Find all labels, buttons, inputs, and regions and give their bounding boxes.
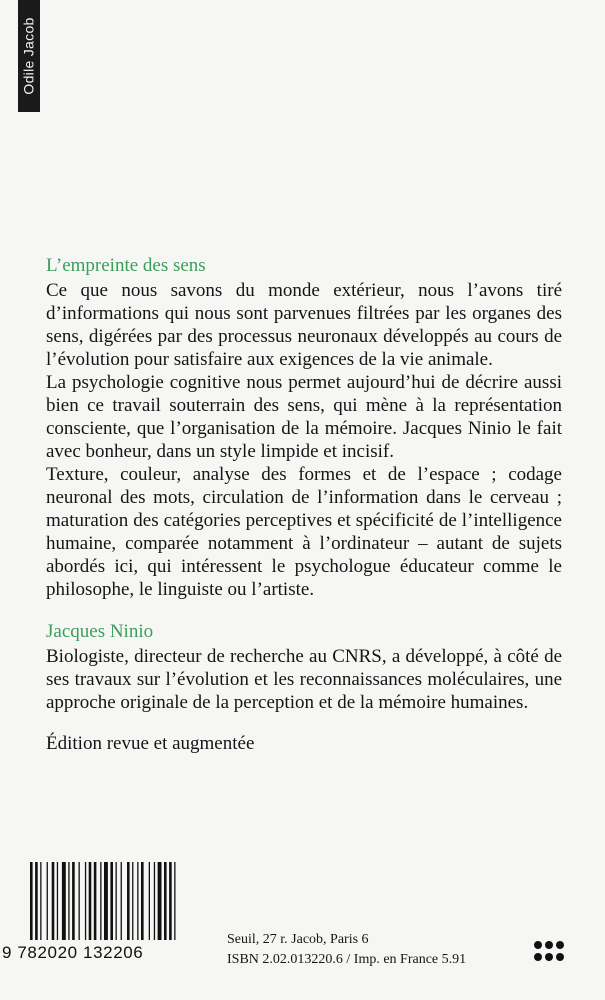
summary-paragraph-2: La psychologie cognitive nous permet aujourd’hui de décrire aussi bien ce travail souterrain des sens, qui mène à la représentation consciente, que l’organisation de la mémoire. Jacques Ninio le fait avec bonheur, dans un style limpide et incisif. [46,372,562,462]
publisher-address: Seuil, 27 r. Jacob, Paris 6 [227,932,369,947]
publisher-info [227,930,466,970]
author-bio: Biologiste, directeur de recherche au CNRS, a développé, à côté de ses travaux sur l’évolution et les reconnaissances moléculaires, une approche originale de la perception et de la mémoire humaines. [46,646,562,713]
summary-paragraph-1: Ce que nous savons du monde extérieur, nous l’avons tiré d’informations qui nous sont parvenues filtrées par les organes des sens, digérées par des processus neuronaux développés au cours de l’évolution pour satisfaire aux exigences de la vie animale. [46,280,562,370]
barcode-number: 9 782020 132206 [2,943,144,962]
author-name: Jacques Ninio [46,621,154,642]
book-title: L’empreinte des sens [46,255,206,276]
publisher-spine-tab [18,0,40,112]
summary-paragraph-3: Texture, couleur, analyse des formes et de l’espace ; codage neuronal des mots, circulation de l’information dans le cerveau ; maturation des catégories perceptives et spécificité de l’intelligence humaine, comparée notamment à l’ordinateur – autant de sujets abordés ici, qui intéressent le psychologue éducateur comme le philosophe, le linguiste ou l’artiste. [46,464,562,600]
seuil-logo-icon [533,939,565,964]
edition-note: Édition revue et augmentée [46,733,255,754]
isbn-line: ISBN 2.02.013220.6 / Imp. en France 5.91 [227,952,467,967]
publisher-name: Odile Jacob [21,17,38,95]
back-cover-text [46,253,562,756]
